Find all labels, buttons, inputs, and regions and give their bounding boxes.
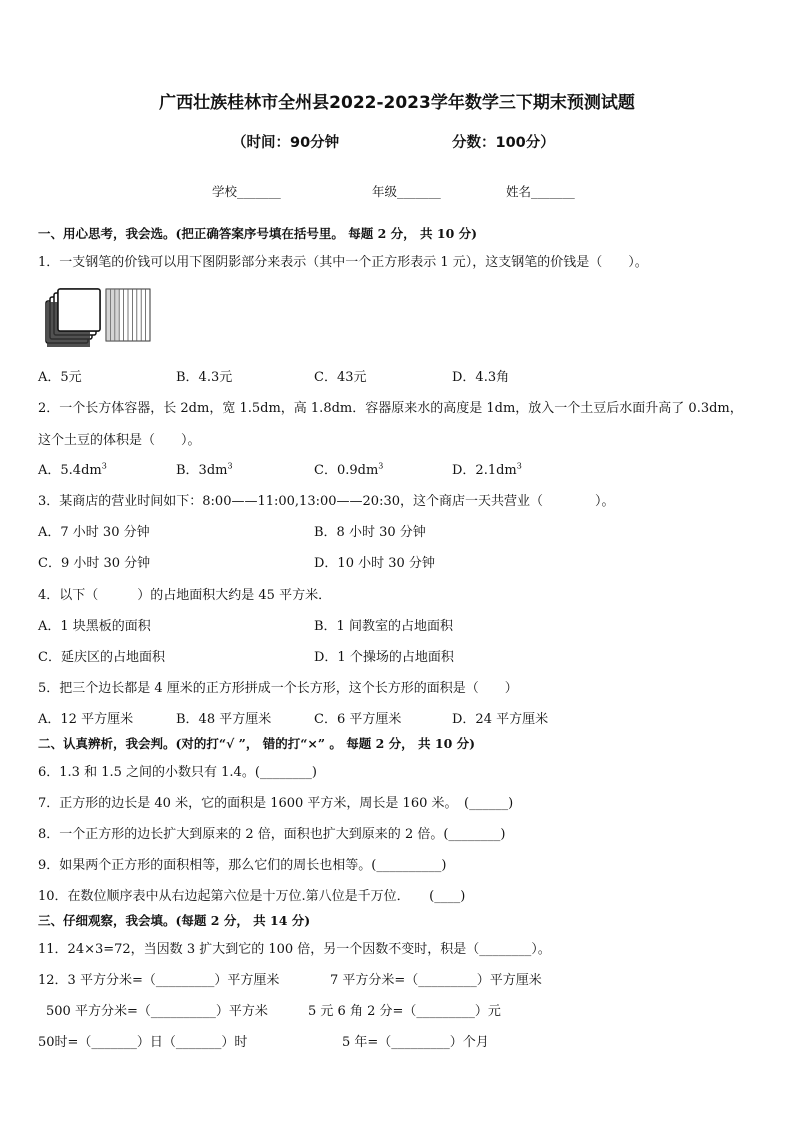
school-field: 学校_______ (212, 184, 281, 199)
exam-score: 分数：100分） (452, 135, 555, 151)
q2-option-b[interactable]: B．$3dm^3$ (176, 461, 233, 478)
section2-heading: 二、认真辨析，我会判。(对的打“√ ”， 错的打“×” 。 每题 2 分， 共 10 分) (38, 736, 476, 751)
q10[interactable]: 10．在数位顺序表中从右边起第六位是十万位.第八位是千万位． (____) (38, 889, 466, 904)
q2-option-a[interactable]: A．$5.4dm^3$ (38, 461, 107, 478)
q1-option-b[interactable]: B．4.3元 (176, 370, 233, 385)
q3-option-b[interactable]: B．8 小时 30 分钟 (314, 525, 426, 540)
q4-option-d[interactable]: D．1 个操场的占地面积 (314, 650, 454, 665)
exam-time: （时间：90分钟 (232, 135, 340, 151)
q4-stem: 4．以下（ ）的占地面积大约是 45 平方米． (38, 588, 332, 603)
q1-option-a[interactable]: A．5元 (38, 370, 82, 385)
q8[interactable]: 8．一个正方形的边长扩大到原来的 2 倍，面积也扩大到原来的 2 倍。(________) (38, 827, 506, 842)
q5-option-c[interactable]: C．6 平方厘米 (314, 712, 402, 727)
q2-stem-line2: 这个土豆的体积是（ ）。 (38, 433, 201, 448)
q12-row2-left[interactable]: 500 平方分米=（__________）平方米 (46, 1004, 268, 1019)
q2-option-d[interactable]: D．$2.1dm^3$ (452, 461, 522, 478)
q12-row1-left[interactable]: 12．3 平方分米=（_________）平方厘米 (38, 973, 280, 988)
q4-option-a[interactable]: A．1 块黑板的面积 (38, 619, 151, 634)
q4-option-c[interactable]: C．延庆区的占地面积 (38, 650, 165, 665)
grade-field: 年级_______ (372, 184, 441, 199)
q1-option-c[interactable]: C．43元 (314, 370, 367, 385)
q1-stem: 1．一支钢笔的价钱可以用下图阴影部分来表示（其中一个正方形表示 1 元），这支钢笔的价钱是（ ）。 (38, 255, 648, 270)
section3-heading: 三、仔细观察，我会填。(每题 2 分， 共 14 分) (38, 913, 311, 928)
tenth-strips (106, 289, 150, 341)
q2-option-c[interactable]: C．$0.9dm^3$ (314, 461, 384, 478)
q3-option-a[interactable]: A．7 小时 30 分钟 (38, 525, 150, 540)
q5-stem: 5．把三个边长都是 4 厘米的正方形拼成一个长方形，这个长方形的面积是（ ） (38, 681, 518, 696)
q4-option-b[interactable]: B．1 间教室的占地面积 (314, 619, 453, 634)
q3-option-d[interactable]: D．10 小时 30 分钟 (314, 556, 435, 571)
q12-row1-right[interactable]: 7 平方分米=（_________）平方厘米 (330, 973, 542, 988)
q5-option-b[interactable]: B．48 平方厘米 (176, 712, 272, 727)
q6[interactable]: 6．1.3 和 1.5 之间的小数只有 1.4。(________) (38, 765, 317, 780)
q5-option-a[interactable]: A．12 平方厘米 (38, 712, 134, 727)
q12-row3-right[interactable]: 5 年=（_________）个月 (342, 1035, 489, 1050)
section1-heading: 一、用心思考，我会选。(把正确答案序号填在括号里。 每题 2 分， 共 10 分) (38, 226, 478, 241)
q12-row3-left[interactable]: 50时=（_______）日（_______）时 (38, 1035, 248, 1050)
q5-option-d[interactable]: D．24 平方厘米 (452, 712, 549, 727)
q3-option-c[interactable]: C．9 小时 30 分钟 (38, 556, 151, 571)
exam-title: 广西壮族桂林市全州县2022-2023学年数学三下期末预测试题 (159, 93, 635, 113)
q11[interactable]: 11．24×3=72，当因数 3 扩大到它的 100 倍，另一个因数不变时，积是（________）。 (38, 942, 551, 957)
q1-option-d[interactable]: D．4.3角 (452, 370, 510, 385)
name-field: 姓名_______ (506, 184, 575, 199)
q1-shaded-squares-figure (44, 288, 154, 350)
q2-stem-line1: 2．一个长方体容器，长 2dm，宽 1.5dm，高 1.8dm．容器原来水的高度是 1dm，放入一个土豆后水面升高了 0.3dm， (38, 401, 743, 416)
q12-row2-right[interactable]: 5 元 6 角 2 分=（_________）元 (308, 1004, 501, 1019)
q7[interactable]: 7．正方形的边长是 40 米，它的面积是 1600 平方米，周长是 160 米。 (______) (38, 796, 514, 811)
q3-stem: 3．某商店的营业时间如下：8:00——11:00,13:00——20:30，这个商店一天共营业（ ）。 (38, 494, 615, 509)
q9[interactable]: 9．如果两个正方形的面积相等，那么它们的周长也相等。(__________) (38, 858, 447, 873)
